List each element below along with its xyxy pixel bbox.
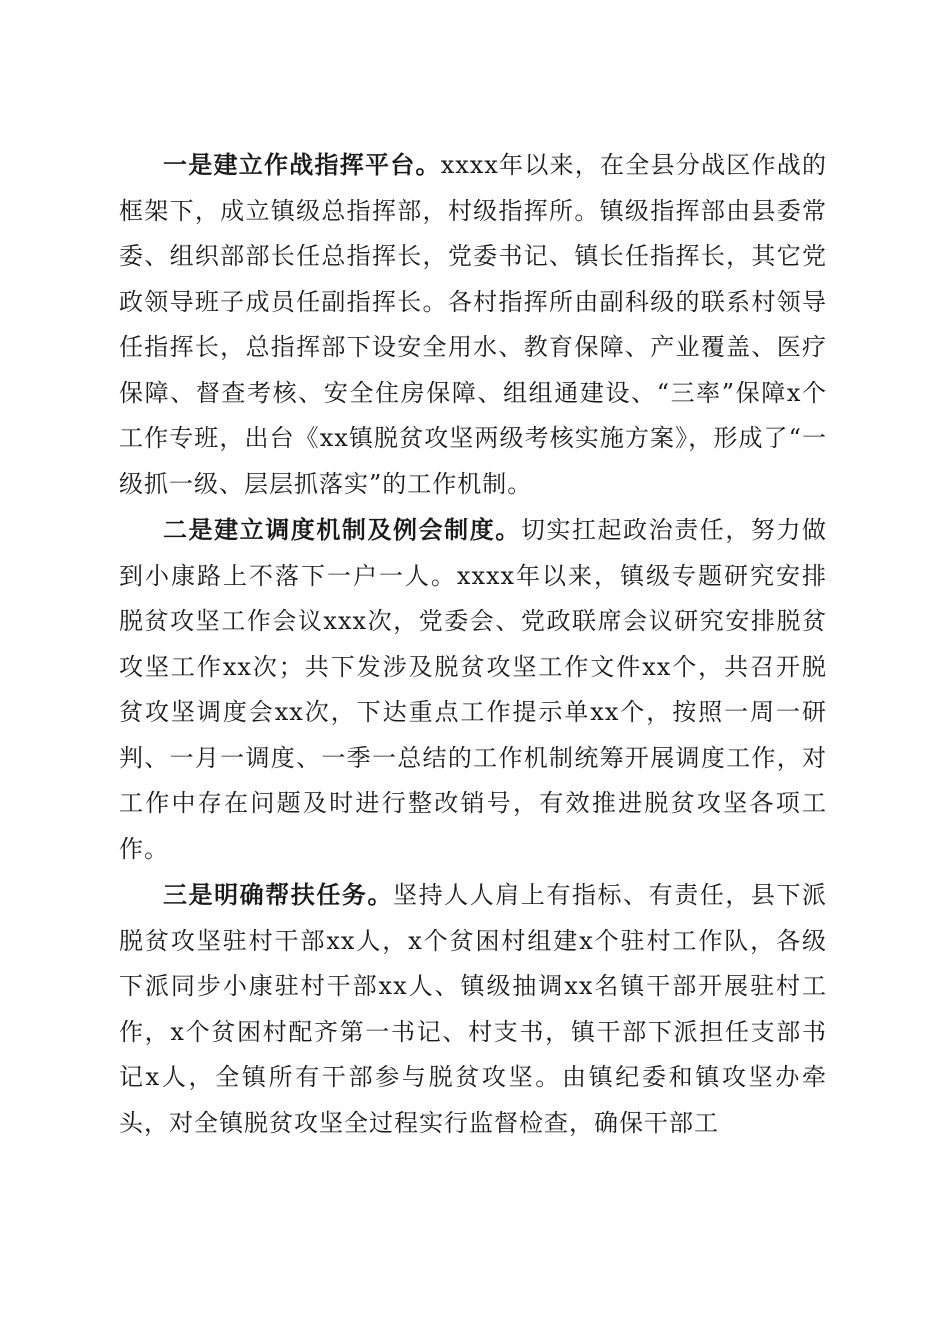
paragraph-dispatch-mechanism [119,507,827,872]
paragraph-text: 坚持人人肩上有指标、有责任，县下派脱贫攻坚驻村干部xx人，x个贫困村组建x个驻村工作队，各级下派同步小康驻村干部xx人、镇级抽调xx名镇干部开展驻村工作，x个贫困村配齐第一书记、村支书，镇干部下派担任支部书记x人，全镇所有干部参与脱贫攻坚。由镇纪委和镇攻坚办牵头，对全镇脱贫攻坚全过程实行监督检查，确保干部工 [119,881,828,1137]
paragraph-command-platform [119,142,827,507]
paragraph-assistance-tasks [119,872,827,1146]
paragraph-lead: 一是建立作战指挥平台。 [163,150,441,179]
document-body [119,142,827,1146]
paragraph-text: 切实扛起政治责任，努力做到小康路上不落下一户一人。xxxx年以来，镇级专题研究安排脱贫攻坚工作会议xxx次，党委会、党政联席会议研究安排脱贫攻坚工作xx次；共下发涉及脱贫攻坚工作文件xx个，共召开脱贫攻坚调度会xx次，下达重点工作提示单xx个，按照一周一研判、一月一调度、一季一总结的工作机制统筹开展调度工作，对工作中存在问题及时进行整改销号，有效推进脱贫攻坚各项工作。 [119,516,828,863]
paragraph-text: xxxx年以来，在全县分战区作战的框架下，成立镇级总指挥部，村级指挥所。镇级指挥部由县委常委、组织部部长任总指挥长，党委书记、镇长任指挥长，其它党政领导班子成员任副指挥长。各村指挥所由副科级的联系村领导任指挥长，总指挥部下设安全用水、教育保障、产业覆盖、医疗保障、督查考核、安全住房保障、组组通建设、“三率”保障x个工作专班，出台《xx镇脱贫攻坚两级考核实施方案》，形成了“一级抓一级、层层抓落实”的工作机制。 [119,151,828,498]
paragraph-lead: 二是建立调度机制及例会制度。 [163,515,521,544]
paragraph-lead: 三是明确帮扶任务。 [163,880,394,909]
